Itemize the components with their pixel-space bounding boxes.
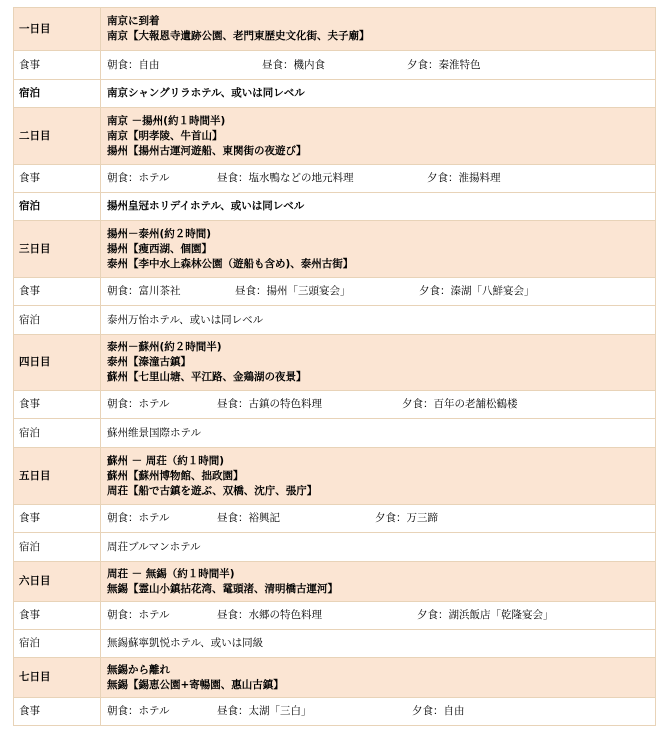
breakfast-text: 朝食：ホテル — [107, 609, 170, 621]
dinner-text: 夕食：淮揚料理 — [427, 172, 501, 184]
stay-row — [14, 533, 656, 562]
stay-row — [14, 193, 656, 221]
breakfast-text: 朝食：富川茶社 — [107, 285, 181, 297]
meal-label: 食事 — [14, 505, 101, 533]
stay-text: 泰州万怡ホテル、或いは同レベル — [101, 306, 656, 335]
lunch-text: 昼食：古鎮の特色料理 — [217, 398, 322, 410]
description-line: 揚州－泰州(約２時間) — [107, 227, 212, 240]
description-line: 南京に到着 — [107, 15, 160, 27]
meal-details — [101, 51, 656, 80]
description-line: 周荘【船で古鎮を遊ぶ、双橋、沈庁、張庁】 — [107, 484, 318, 497]
day-description — [101, 335, 656, 391]
meal-row — [14, 698, 656, 726]
breakfast-text: 朝食：ホテル — [107, 172, 170, 184]
stay-label: 宿泊 — [14, 419, 101, 448]
meal-label: 食事 — [14, 51, 101, 80]
description-line: 無錫【霊山小鎮拈花湾、鼋頭渚、清明橋古運河】 — [107, 582, 338, 595]
stay-row — [14, 419, 656, 448]
meal-row — [14, 505, 656, 533]
day-description — [101, 562, 656, 602]
stay-label: 宿泊 — [14, 193, 101, 221]
stay-label: 宿泊 — [14, 80, 101, 108]
meal-label: 食事 — [14, 278, 101, 306]
breakfast-text: 朝食：ホテル — [107, 398, 170, 410]
description-line: 南京【大報恩寺遺跡公園、老門東歴史文化街、夫子廟】 — [107, 30, 370, 42]
day-row — [14, 448, 656, 505]
description-line: 揚州【揚州古運河遊船、東関街の夜遊び】 — [107, 144, 307, 157]
meal-label: 食事 — [14, 391, 101, 419]
day-label: 六日目 — [14, 562, 101, 602]
meal-row — [14, 602, 656, 630]
stay-text: 周荘ブルマンホテル — [101, 533, 656, 562]
day-description — [101, 8, 656, 51]
meal-row — [14, 165, 656, 193]
stay-text: 蘇州维景国際ホテル — [101, 419, 656, 448]
description-line: 蘇州 － 周荘（約１時間) — [107, 454, 225, 467]
meal-label: 食事 — [14, 602, 101, 630]
description-line: 泰州【李中水上森林公園（遊船も含め)、泰州古街】 — [107, 257, 354, 270]
day-row — [14, 8, 656, 51]
day-label: 二日目 — [14, 108, 101, 165]
dinner-text: 夕食：百年の老舗松鶴楼 — [402, 398, 518, 410]
day-row — [14, 108, 656, 165]
description-line: 泰州－蘇州(約２時間半) — [107, 341, 222, 353]
meal-details — [101, 165, 656, 193]
description-line: 南京【明孝陵、牛首山】 — [107, 129, 223, 142]
description-line: 蘇州【七里山塘、平江路、金鶏湖の夜景】 — [107, 371, 307, 383]
description-line: 泰州【溱潼古鎮】 — [107, 356, 191, 368]
meal-details — [101, 698, 656, 726]
dinner-text: 夕食：万三蹄 — [375, 512, 438, 524]
day-label: 五日目 — [14, 448, 101, 505]
description-line: 揚州【痩西湖、個園】 — [107, 242, 212, 255]
breakfast-text: 朝食：自由 — [107, 58, 160, 71]
breakfast-text: 朝食：ホテル — [107, 512, 170, 524]
day-label: 三日目 — [14, 221, 101, 278]
meal-details — [101, 391, 656, 419]
lunch-text: 昼食：太湖「三白」 — [217, 705, 312, 717]
meal-row — [14, 278, 656, 306]
itinerary-table — [13, 7, 656, 726]
stay-text: 無錫蘇寧凱悦ホテル、或いは同級 — [101, 630, 656, 658]
lunch-text: 昼食：水郷の特色料理 — [217, 609, 322, 621]
description-line: 無錫から離れ — [107, 663, 170, 676]
stay-row — [14, 80, 656, 108]
meal-row — [14, 51, 656, 80]
breakfast-text: 朝食：ホテル — [107, 705, 170, 717]
day-row — [14, 221, 656, 278]
meal-details — [101, 505, 656, 533]
stay-label: 宿泊 — [14, 630, 101, 658]
lunch-text: 昼食：塩水鴨などの地元料理 — [217, 172, 354, 184]
meal-label: 食事 — [14, 165, 101, 193]
stay-label: 宿泊 — [14, 533, 101, 562]
day-label: 七日目 — [14, 658, 101, 698]
stay-row — [14, 630, 656, 658]
day-description — [101, 108, 656, 165]
stay-label: 宿泊 — [14, 306, 101, 335]
day-description — [101, 658, 656, 698]
lunch-text: 昼食：裕興記 — [217, 512, 280, 524]
description-line: 無錫【錫恵公園+寄暢園、惠山古鎮】 — [107, 678, 284, 691]
day-row — [14, 562, 656, 602]
dinner-text: 夕食：自由 — [412, 705, 465, 717]
description-line: 南京 －揚州(約１時間半) — [107, 114, 226, 127]
day-label: 一日目 — [14, 8, 101, 51]
dinner-text: 夕食：湖浜飯店「乾隆宴会」 — [417, 609, 554, 621]
dinner-text: 夕食：秦淮特色 — [407, 58, 481, 71]
stay-text: 南京シャングリラホテル、或いは同レベル — [101, 80, 656, 108]
stay-row — [14, 306, 656, 335]
description-line: 蘇州【蘇州博物館、拙政園】 — [107, 469, 244, 482]
meal-details — [101, 278, 656, 306]
lunch-text: 昼食：揚州「三頭宴会」 — [235, 285, 351, 297]
day-row — [14, 658, 656, 698]
day-row — [14, 335, 656, 391]
meal-row — [14, 391, 656, 419]
day-description — [101, 221, 656, 278]
stay-text: 揚州皇冠ホリデイホテル、或いは同レベル — [101, 193, 656, 221]
description-line: 周荘 － 無錫（約１時間半) — [107, 567, 235, 580]
meal-details — [101, 602, 656, 630]
dinner-text: 夕食：溱湖「八鮮宴会」 — [419, 285, 535, 297]
day-label: 四日目 — [14, 335, 101, 391]
day-description — [101, 448, 656, 505]
meal-label: 食事 — [14, 698, 101, 726]
lunch-text: 昼食：機内食 — [262, 58, 325, 71]
